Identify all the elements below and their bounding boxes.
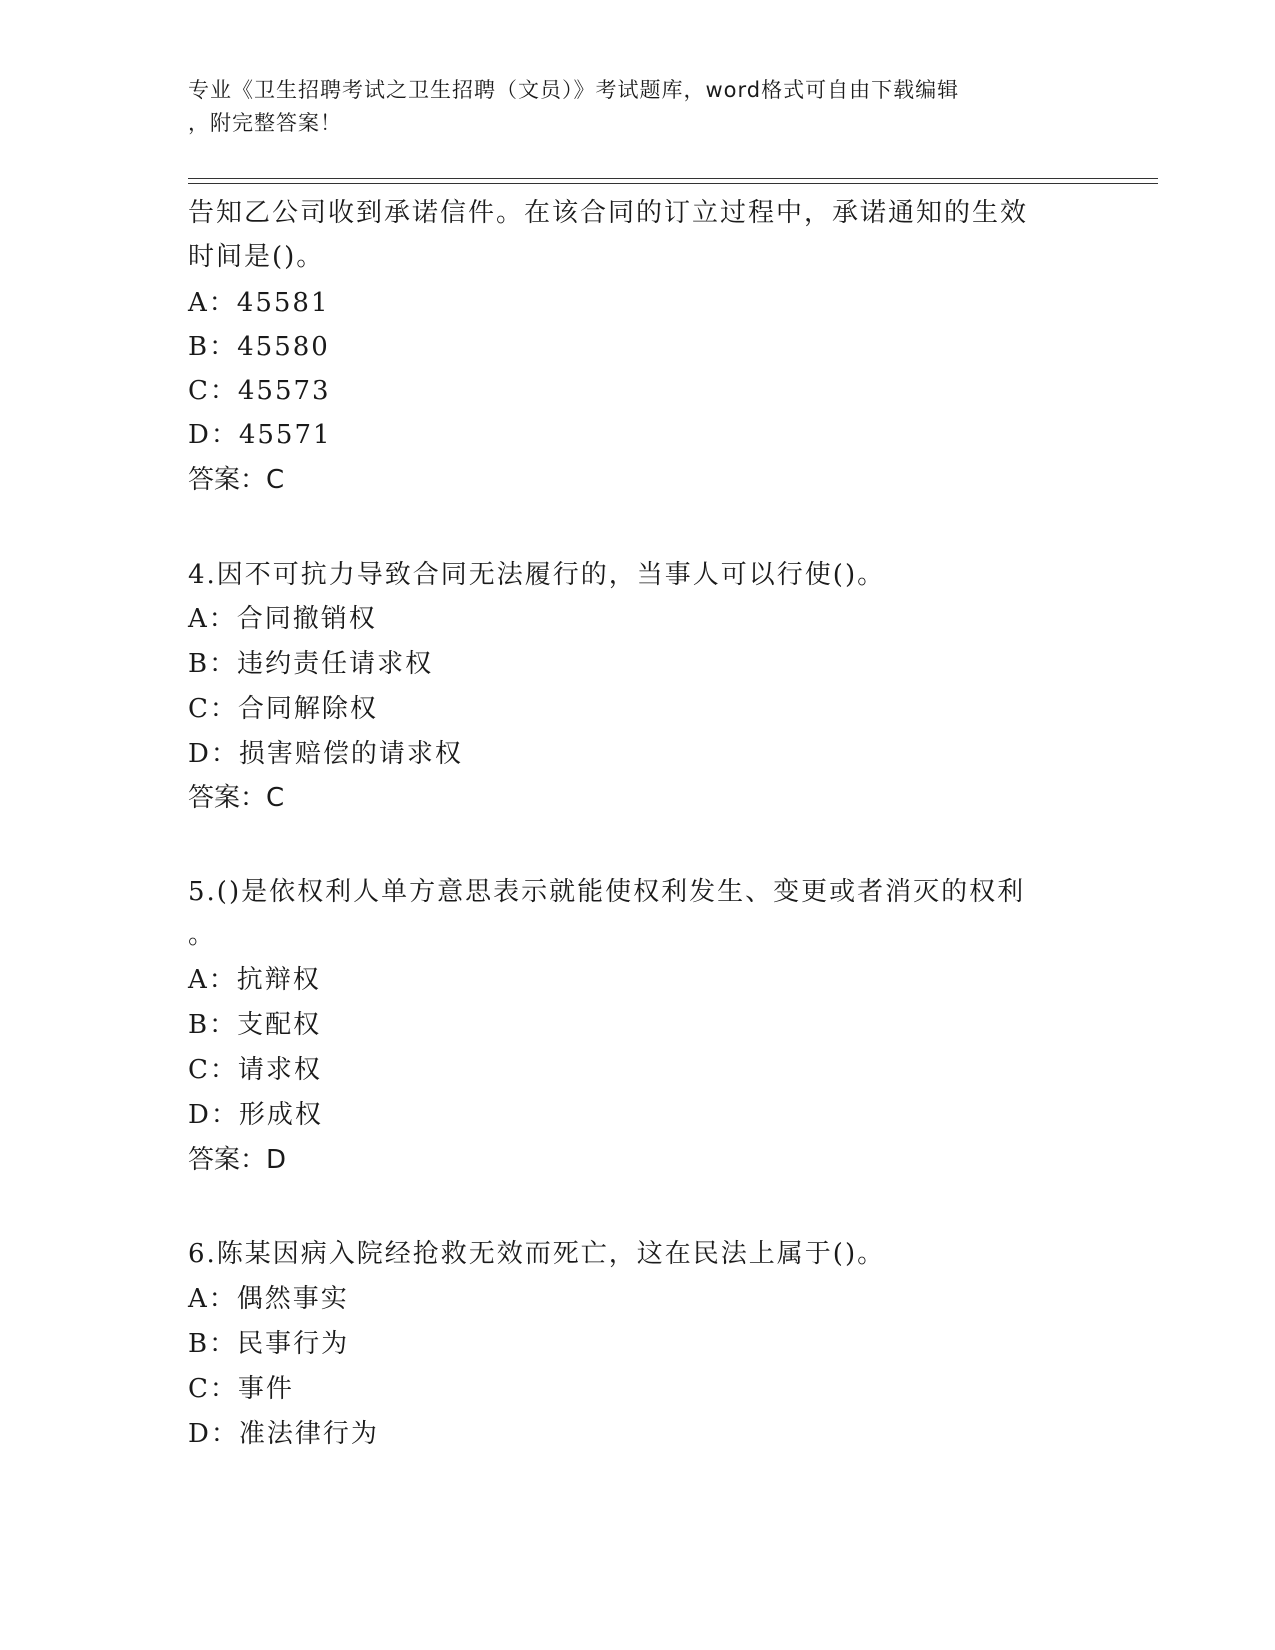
option-b: B：违约责任请求权 [188, 649, 434, 679]
option-b: B：支配权 [188, 1010, 322, 1040]
question-text: 5.()是依权利人单方意思表示就能使权利发生、变更或者消灭的权利 [188, 877, 1026, 907]
double-rule-top [188, 178, 1158, 179]
option-d: D：准法律行为 [188, 1419, 379, 1449]
option-a: A：抗辩权 [188, 965, 321, 995]
header-line-2: ，附完整答案！ [188, 111, 342, 135]
option-c: C：请求权 [188, 1055, 322, 1085]
answer-label: 答案：D [188, 1145, 287, 1175]
document-header [188, 74, 1068, 140]
option-d: D：损害赔偿的请求权 [188, 739, 463, 769]
double-rule-bottom [188, 183, 1158, 184]
option-d: D：45571 [188, 420, 332, 450]
answer-label: 答案：C [188, 783, 285, 813]
question-text: 4.因不可抗力导致合同无法履行的，当事人可以行使()。 [188, 560, 886, 590]
option-c: C：事件 [188, 1374, 294, 1404]
answer-label: 答案：C [188, 465, 285, 495]
option-c: C：45573 [188, 376, 331, 406]
question-text: 告知乙公司收到承诺信件。在该合同的订立过程中，承诺通知的生效 [188, 198, 1029, 228]
option-b: B：民事行为 [188, 1329, 350, 1359]
header-line-1: 专业《卫生招聘考试之卫生招聘（文员）》考试题库，word格式可自由下载编辑 [188, 78, 960, 102]
option-a: A：偶然事实 [188, 1284, 349, 1314]
question-text: 。 [188, 920, 217, 950]
option-a: A：45581 [188, 288, 330, 318]
option-b: B：45580 [188, 332, 330, 362]
option-d: D：形成权 [188, 1100, 323, 1130]
option-a: A：合同撤销权 [188, 604, 377, 634]
question-text: 6.陈某因病入院经抢救无效而死亡，这在民法上属于()。 [188, 1239, 886, 1269]
option-c: C：合同解除权 [188, 694, 378, 724]
question-text: 时间是()。 [188, 242, 325, 272]
